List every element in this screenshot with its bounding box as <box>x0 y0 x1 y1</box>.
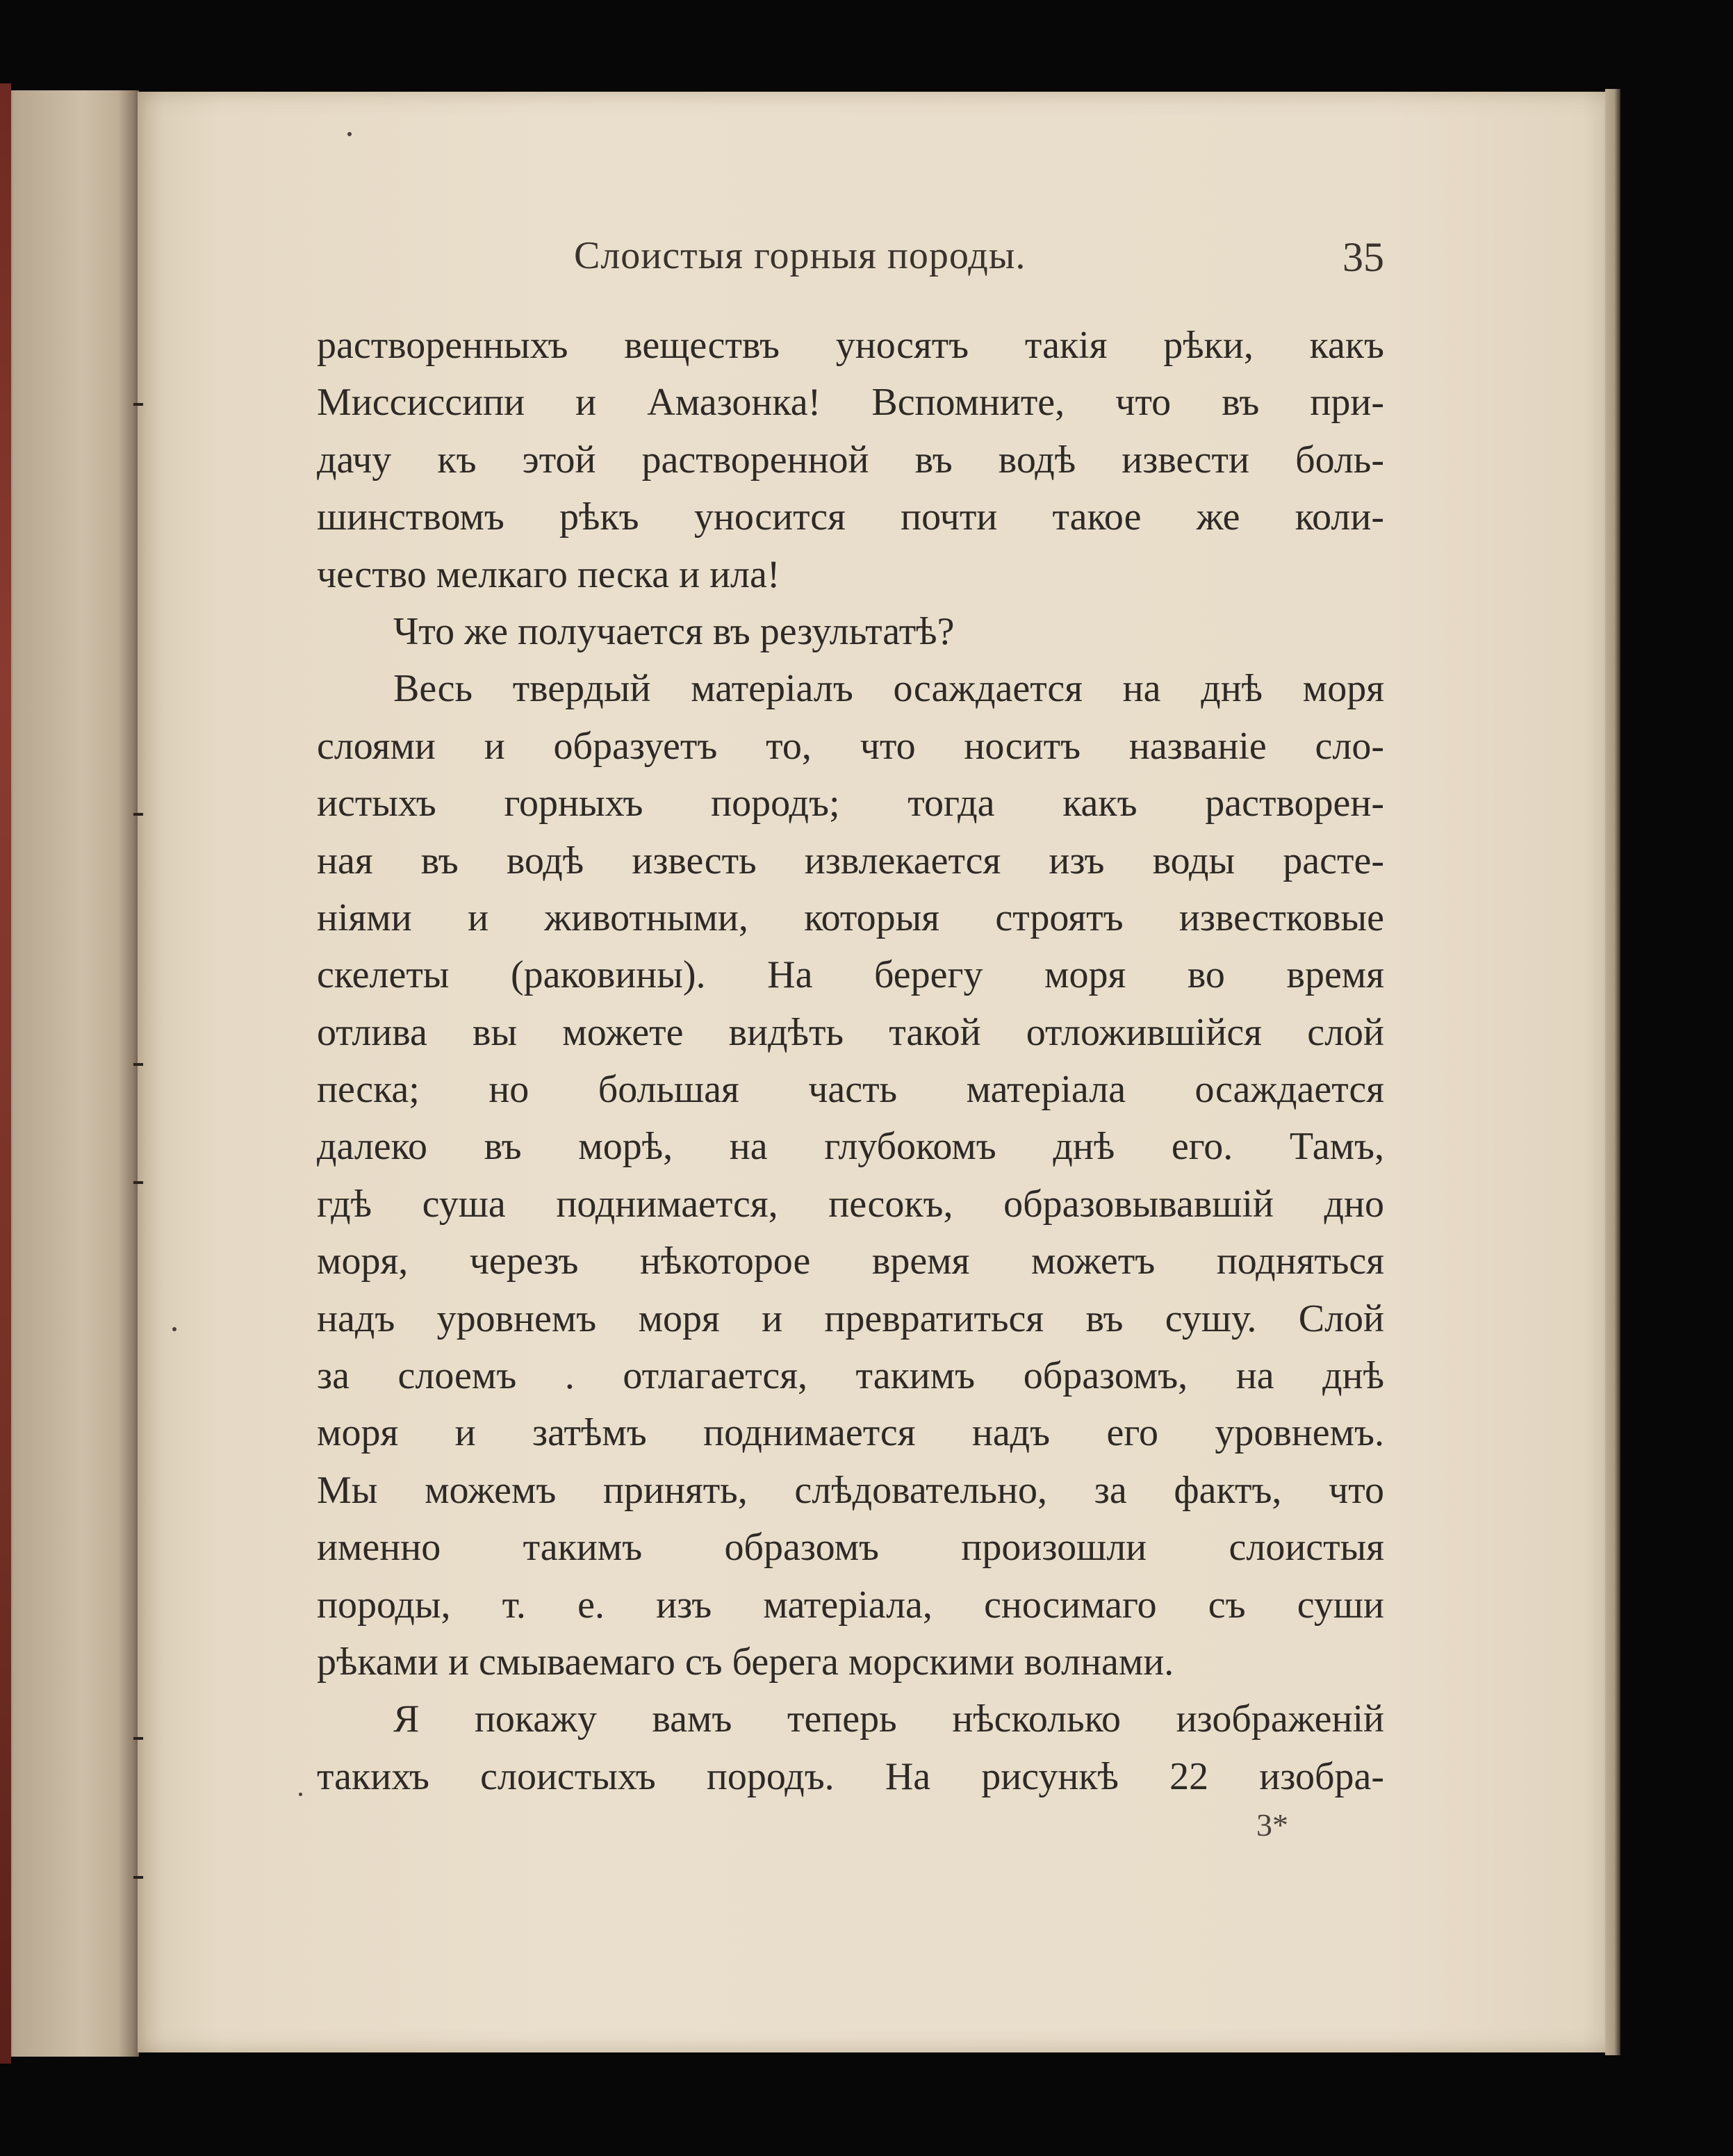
text-line: истыхъ горныхъ породъ; тогда какъ растворен- <box>317 782 1384 825</box>
text-line: Я покажу вамъ теперь нѣсколько изображеній <box>393 1697 1384 1741</box>
text-line: именно такимъ образомъ произошли слоистыя <box>317 1526 1384 1570</box>
text-line: Миссиссипи и Амазонка! Вспомните, что въ при- <box>317 381 1384 425</box>
text-line: скелеты (раковины). На берегу моря во время <box>317 953 1384 997</box>
text-line: песка; но большая часть матеріала осаждается <box>317 1068 1384 1112</box>
text-line: моря и затѣмъ поднимается надъ его уровнемъ. <box>317 1411 1384 1455</box>
running-head-title: Слоистыя горныя породы. <box>574 234 1026 277</box>
text-line: шинствомъ рѣкъ уносится почти такое же коли- <box>317 495 1384 539</box>
text-line: Весь твердый матеріалъ осаждается на днѣ моря <box>393 667 1384 711</box>
gutter-mark <box>133 1181 143 1184</box>
gutter-mark <box>133 403 143 406</box>
page-number: 35 <box>1342 234 1384 280</box>
text-line: гдѣ суша поднимается, песокъ, образовывавшій дно <box>317 1182 1384 1226</box>
signature-mark: 3* <box>1256 1807 1288 1843</box>
text-line: такихъ слоистыхъ породъ. На рисункѣ 22 изобра- <box>317 1754 1384 1798</box>
paper-speck <box>172 1327 176 1331</box>
text-line: растворенныхъ веществъ уносятъ такія рѣки, какъ <box>317 324 1384 367</box>
gutter-mark <box>133 1063 143 1066</box>
page-right-edge <box>1605 89 1620 2055</box>
paper-speck <box>299 1793 302 1796</box>
text-line: ніями и животными, которыя строятъ известковые <box>317 896 1384 939</box>
running-head <box>317 233 1384 296</box>
text-line: далеко въ морѣ, на глубокомъ днѣ его. Тамъ, <box>317 1125 1384 1169</box>
left-page-edge <box>0 90 139 2057</box>
text-line: ная въ водѣ известь извлекается изъ воды расте- <box>317 839 1384 882</box>
text-line: дачу къ этой растворенной въ водѣ извести боль- <box>317 438 1384 482</box>
book-cover-edge <box>0 83 11 2064</box>
text-line: за слоемъ . отлагается, такимъ образомъ, на днѣ <box>317 1354 1384 1398</box>
body-text <box>317 317 1384 1805</box>
text-line: отлива вы можете видѣть такой отложившійся слой <box>317 1010 1384 1054</box>
text-line: Что же получается въ результатѣ? <box>393 609 955 653</box>
paper-speck <box>347 132 352 136</box>
gutter-mark <box>133 1876 143 1879</box>
text-line: моря, черезъ нѣкоторое время можетъ подняться <box>317 1240 1384 1283</box>
text-line: рѣками и смываемаго съ берега морскими волнами. <box>317 1640 1174 1684</box>
text-line: чество мелкаго песка и ила! <box>317 552 780 596</box>
text-line: Мы можемъ принять, слѣдовательно, за фактъ, что <box>317 1468 1384 1512</box>
gutter-mark <box>133 813 143 816</box>
text-line: породы, т. е. изъ матеріала, сносимаго съ суши <box>317 1583 1384 1627</box>
text-line: надъ уровнемъ моря и превратиться въ сушу. Слой <box>317 1297 1384 1340</box>
text-line: слоями и образуетъ то, что носитъ названіе сло- <box>317 724 1384 768</box>
gutter-mark <box>133 1737 143 1740</box>
